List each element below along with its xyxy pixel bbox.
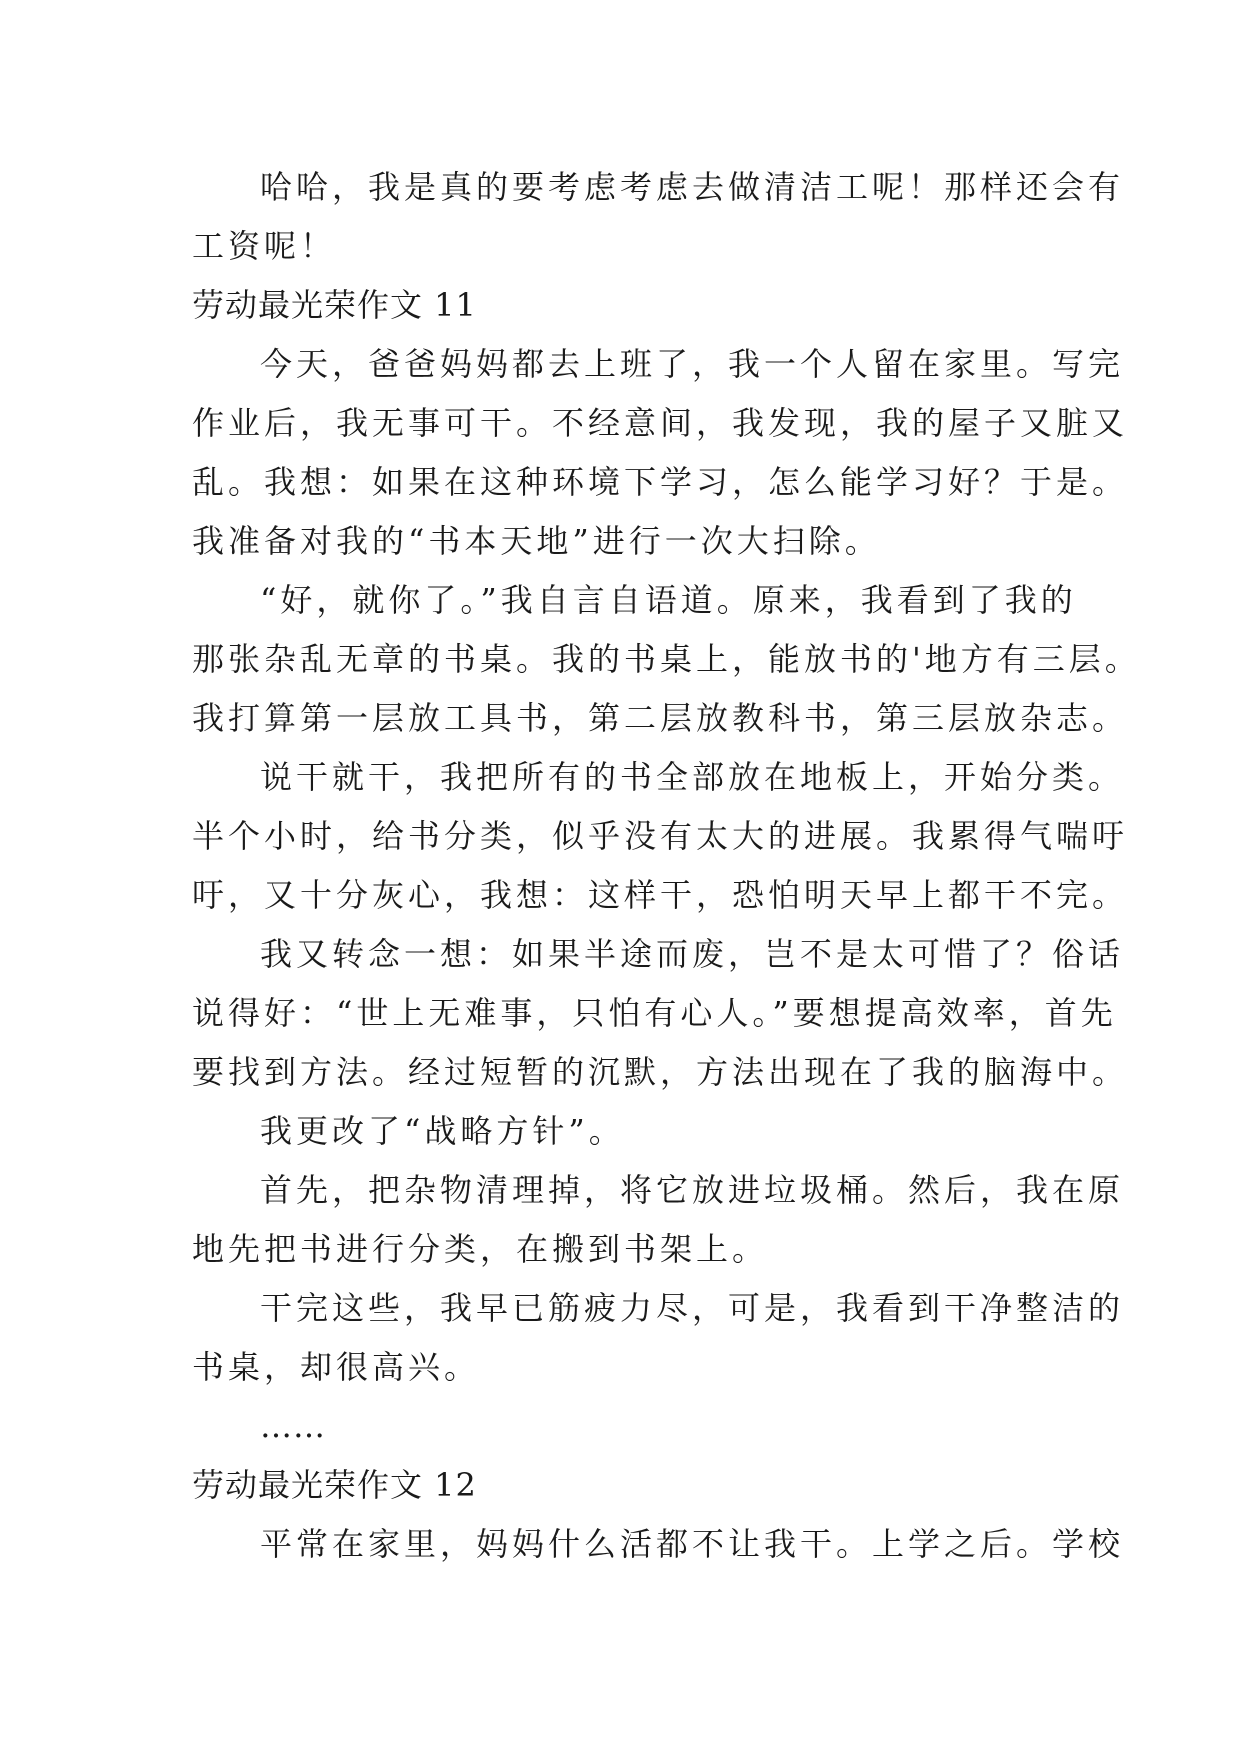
paragraph-line: 我打算第一层放工具书，第二层放教科书，第三层放杂志。 (192, 699, 1129, 737)
paragraph-line: 说得好：“世上无难事，只怕有心人。”要想提高效率，首先 (192, 994, 1117, 1032)
paragraph-line: 哈哈，我是真的要考虑考虑去做清洁工呢！那样还会有 (260, 168, 1125, 206)
paragraph-line: 要找到方法。经过短暂的沉默，方法出现在了我的脑海中。 (192, 1053, 1129, 1091)
paragraph-line: 书桌，却很高兴。 (192, 1348, 481, 1386)
paragraph-line: 我更改了“战略方针”。 (260, 1112, 625, 1150)
paragraph-line: 作业后，我无事可干。不经意间，我发现，我的屋子又脏又 (192, 404, 1129, 442)
paragraph-line: 乱。我想：如果在这种环境下学习，怎么能学习好？于是。 (192, 463, 1129, 501)
paragraph-line: 半个小时，给书分类，似乎没有太大的进展。我累得气喘吁 (192, 817, 1129, 855)
paragraph-line: “好，就你了。”我自言自语道。原来，我看到了我的 (260, 581, 1077, 619)
document-body (192, 158, 1141, 1574)
paragraph-line: 吁，又十分灰心，我想：这样干，恐怕明天早上都干不完。 (192, 876, 1129, 914)
section-heading: 劳动最光荣作文 12 (192, 1466, 477, 1504)
paragraph-line: 首先，把杂物清理掉，将它放进垃圾桶。然后，我在原 (260, 1171, 1125, 1209)
paragraph-line: 地先把书进行分类，在搬到书架上。 (192, 1230, 769, 1268)
section-heading: 劳动最光荣作文 11 (192, 286, 477, 324)
paragraph-line: 工资呢！ (192, 227, 337, 265)
paragraph-line: 我又转念一想：如果半途而废，岂不是太可惜了？俗话 (260, 935, 1125, 973)
paragraph-line: 平常在家里，妈妈什么活都不让我干。上学之后。学校 (260, 1525, 1125, 1563)
paragraph-line: 今天，爸爸妈妈都去上班了，我一个人留在家里。写完 (260, 345, 1125, 383)
ellipsis-line: …… (260, 1407, 326, 1445)
paragraph-line: 那张杂乱无章的书桌。我的书桌上，能放书的'地方有三层。 (192, 640, 1141, 678)
paragraph-line: 说干就干，我把所有的书全部放在地板上，开始分类。 (260, 758, 1125, 796)
paragraph-line: 干完这些，我早已筋疲力尽，可是，我看到干净整洁的 (260, 1289, 1125, 1327)
paragraph-line: 我准备对我的“书本天地”进行一次大扫除。 (192, 522, 881, 560)
